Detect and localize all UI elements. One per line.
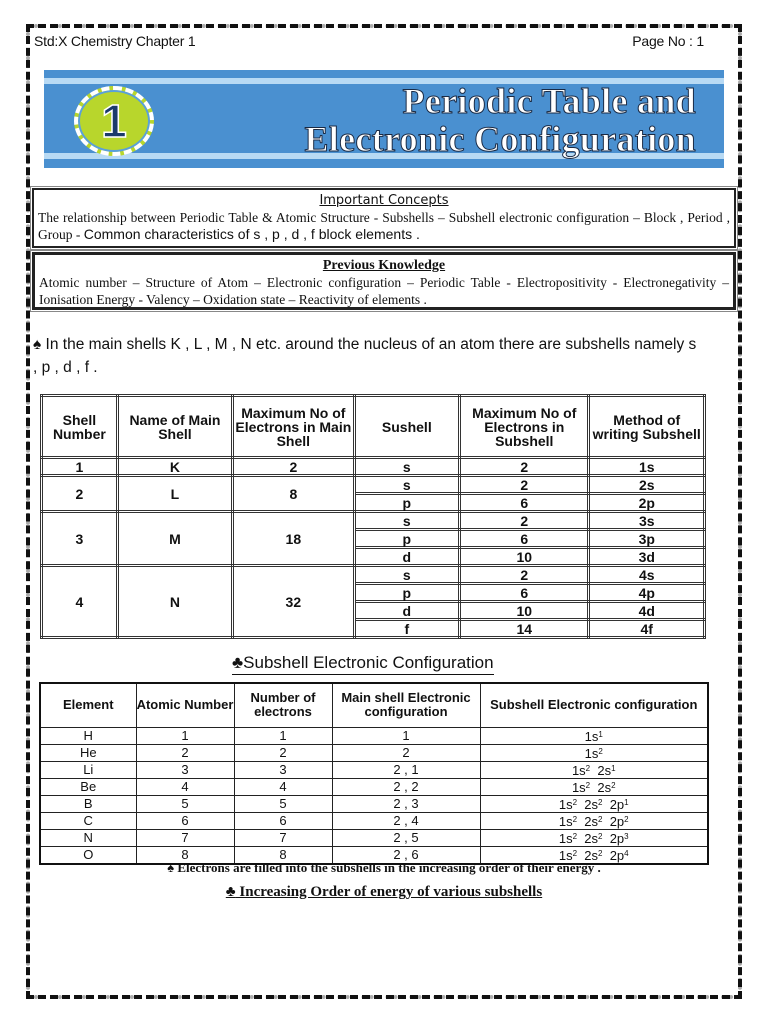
cell: 8 [233,476,354,512]
cell-atomic: 1 [136,727,234,744]
cell: s [354,512,460,530]
cell: 18 [233,512,354,566]
cell-electrons: 5 [234,795,332,812]
cell-main: 2 , 1 [332,761,480,778]
table-row [40,761,708,778]
table-row [42,458,705,476]
filling-order-note [0,860,768,876]
cell-element: C [40,812,136,829]
cell: d [354,548,460,566]
cell-subshell-config [480,761,708,778]
cell: 2 [233,458,354,476]
intro-text: In the main shells K , L , M , N etc. around the nucleus of an atom there are subshells namely s , p , d , f . [33,336,697,376]
cell: 2s [589,476,705,494]
table-row [42,476,705,494]
cell: p [354,584,460,602]
cell: N [117,566,232,638]
cell: 6 [460,584,589,602]
orbital-electron-count: 2 [585,780,591,790]
cell: M [117,512,232,566]
cell-atomic: 7 [136,829,234,846]
header-page-number: Page No : 1 [632,33,704,49]
cell: 6 [460,494,589,512]
table-row [42,566,705,584]
orbital-electron-count: 2 [611,780,616,790]
cell-element: Be [40,778,136,795]
cell: 4f [589,620,705,638]
energy-order-heading-wrap [226,884,542,900]
cell: 1s [589,458,705,476]
cell-element: Li [40,761,136,778]
col-header: Maximum No of Electrons in Subshell [460,396,589,458]
orbital: 1s [558,813,573,829]
cell-electrons: 7 [234,829,332,846]
cell: 2 [460,566,589,584]
important-concepts-text [38,209,730,243]
cell: 2 [42,476,118,512]
cell: 32 [233,566,354,638]
cell-subshell-config [480,744,708,761]
cell-subshell-config [480,812,708,829]
orbital: 1s [571,779,586,795]
energy-order-heading [0,884,768,901]
orbital-electron-count: 2 [598,797,603,807]
shell-subshell-table [40,394,706,639]
cell-main: 2 [332,744,480,761]
orbital-electron-count: 1 [624,797,629,807]
orbital-electron-count: 1 [611,763,616,773]
cell: 2p [589,494,705,512]
cell-element: H [40,727,136,744]
cell-main: 2 , 3 [332,795,480,812]
important-concepts-box [32,188,736,248]
chapter-title [304,82,696,158]
table-row [40,829,708,846]
cell-electrons: 1 [234,727,332,744]
chapter-title-line1: Periodic Table and [402,81,696,121]
orbital: 2s [584,796,599,812]
cell-atomic: 3 [136,761,234,778]
orbital: 1s [584,745,599,761]
cell-subshell-config [480,795,708,812]
orbital: 1s [558,830,573,846]
cell-subshell-config [480,829,708,846]
col-header: Shell Number [42,396,118,458]
cell-electrons: 6 [234,812,332,829]
cell: p [354,494,460,512]
orbital-electron-count: 2 [598,848,603,858]
cell: s [354,566,460,584]
cell-main: 2 , 2 [332,778,480,795]
header-chapter: Std:X Chemistry Chapter 1 [34,33,196,49]
cell-electrons: 2 [234,744,332,761]
table-row [42,512,705,530]
orbital-electron-count: 4 [624,848,629,858]
orbital-electron-count: 2 [572,797,578,807]
previous-knowledge-title: Previous Knowledge [322,258,446,273]
cell: K [117,458,232,476]
table-row [40,812,708,829]
table-row [40,727,708,744]
col-header: Number of electrons [234,683,332,727]
intro-paragraph [33,333,703,379]
cell-atomic: 8 [136,846,234,864]
previous-knowledge-text: Atomic number – Structure of Atom – Electronic configuration – Periodic Table - Electropositivity - Electronegativity – Ionisation Energy - Valency – Oxidation state – Reactivity of elements . [39,275,729,307]
important-concepts-text-part1: The relationship between Periodic Table & Atomic Structure - Subshells – Subshell electronic configuration – Block , Period , Group - [38,210,730,242]
chapter-number: 1 [101,95,127,147]
orbital: 1s [571,762,586,778]
chapter-banner [44,70,724,168]
cell-atomic: 5 [136,795,234,812]
important-concepts-title: Important Concepts [319,193,449,208]
orbital-electron-count: 2 [598,746,603,756]
filling-order-text: Electrons are filled into the subshells in the increasing order of their energy . [174,860,601,875]
chapter-title-line2: Electronic Configuration [304,119,696,159]
spade-bullet-icon: ♠ [33,336,42,353]
cell: p [354,530,460,548]
cell-subshell-config [480,778,708,795]
cell-element: He [40,744,136,761]
orbital-electron-count: 2 [572,831,578,841]
orbital-electron-count: 2 [598,831,603,841]
orbital-electron-count: 2 [624,814,629,824]
club-bullet-icon: ♣ [225,884,236,900]
cell: 3s [589,512,705,530]
cell: 3d [589,548,705,566]
orbital-electron-count: 2 [598,814,603,824]
cell: 2 [460,512,589,530]
orbital: 2p [609,847,625,863]
cell-electrons: 4 [234,778,332,795]
orbital: 1s [558,796,573,812]
previous-knowledge-box [32,252,736,310]
orbital: 2s [584,830,599,846]
orbital-electron-count: 3 [624,831,629,841]
orbital: 2p [609,813,625,829]
spade-bullet-icon: ♠ [167,860,175,875]
config-section-title [232,653,494,675]
orbital-electron-count: 2 [585,763,591,773]
config-table-body [40,727,708,864]
cell: 6 [460,530,589,548]
important-concepts-text-part2: Common characteristics of s , p , d , f block elements . [83,226,420,242]
col-header: Element [40,683,136,727]
table-row [40,778,708,795]
chapter-number-badge-icon [74,86,154,156]
col-header: Sushell [354,396,460,458]
electronic-configuration-table [39,682,709,865]
cell-subshell-config [480,727,708,744]
cell-element: B [40,795,136,812]
cell: L [117,476,232,512]
cell: 10 [460,602,589,620]
cell: s [354,476,460,494]
orbital: 1s [558,847,573,863]
col-header: Main shell Electronic configuration [332,683,480,727]
config-section-title-text: Subshell Electronic Configuration [243,653,494,672]
cell: 3p [589,530,705,548]
cell-main: 2 , 4 [332,812,480,829]
table-header-row [42,396,705,458]
cell: 4s [589,566,705,584]
energy-order-heading-text: Increasing Order of energy of various subshells [235,884,543,900]
cell: 10 [460,548,589,566]
table-row [40,744,708,761]
cell-atomic: 4 [136,778,234,795]
cell-element: N [40,829,136,846]
orbital: 2p [609,830,625,846]
col-header: Subshell Electronic configuration [480,683,708,727]
cell: d [354,602,460,620]
table-header-row [40,683,708,727]
col-header: Method of writing Subshell [589,396,705,458]
cell: 4 [42,566,118,638]
orbital: 2p [609,796,625,812]
cell: 2 [460,458,589,476]
cell: 3 [42,512,118,566]
orbital: 1s [584,728,599,744]
orbital: 2s [597,779,612,795]
cell-main: 1 [332,727,480,744]
col-header: Name of Main Shell [117,396,232,458]
orbital-electron-count: 1 [598,729,603,739]
cell-atomic: 2 [136,744,234,761]
orbital-electron-count: 2 [572,814,578,824]
cell-atomic: 6 [136,812,234,829]
cell: 2 [460,476,589,494]
orbital: 2s [584,847,599,863]
cell-main: 2 , 5 [332,829,480,846]
col-header: Atomic Number [136,683,234,727]
orbital: 2s [584,813,599,829]
orbital: 2s [597,762,612,778]
cell-electrons: 3 [234,761,332,778]
col-header: Maximum No of Electrons in Main Shell [233,396,354,458]
page-header [34,33,704,49]
cell: 14 [460,620,589,638]
orbital-electron-count: 2 [572,848,578,858]
cell: f [354,620,460,638]
table-row [40,795,708,812]
cell-element: O [40,846,136,864]
club-bullet-icon: ♣ [232,653,244,672]
cell: 1 [42,458,118,476]
cell-electrons: 8 [234,846,332,864]
cell-main: 2 , 6 [332,846,480,864]
cell: s [354,458,460,476]
cell: 4p [589,584,705,602]
cell: 4d [589,602,705,620]
